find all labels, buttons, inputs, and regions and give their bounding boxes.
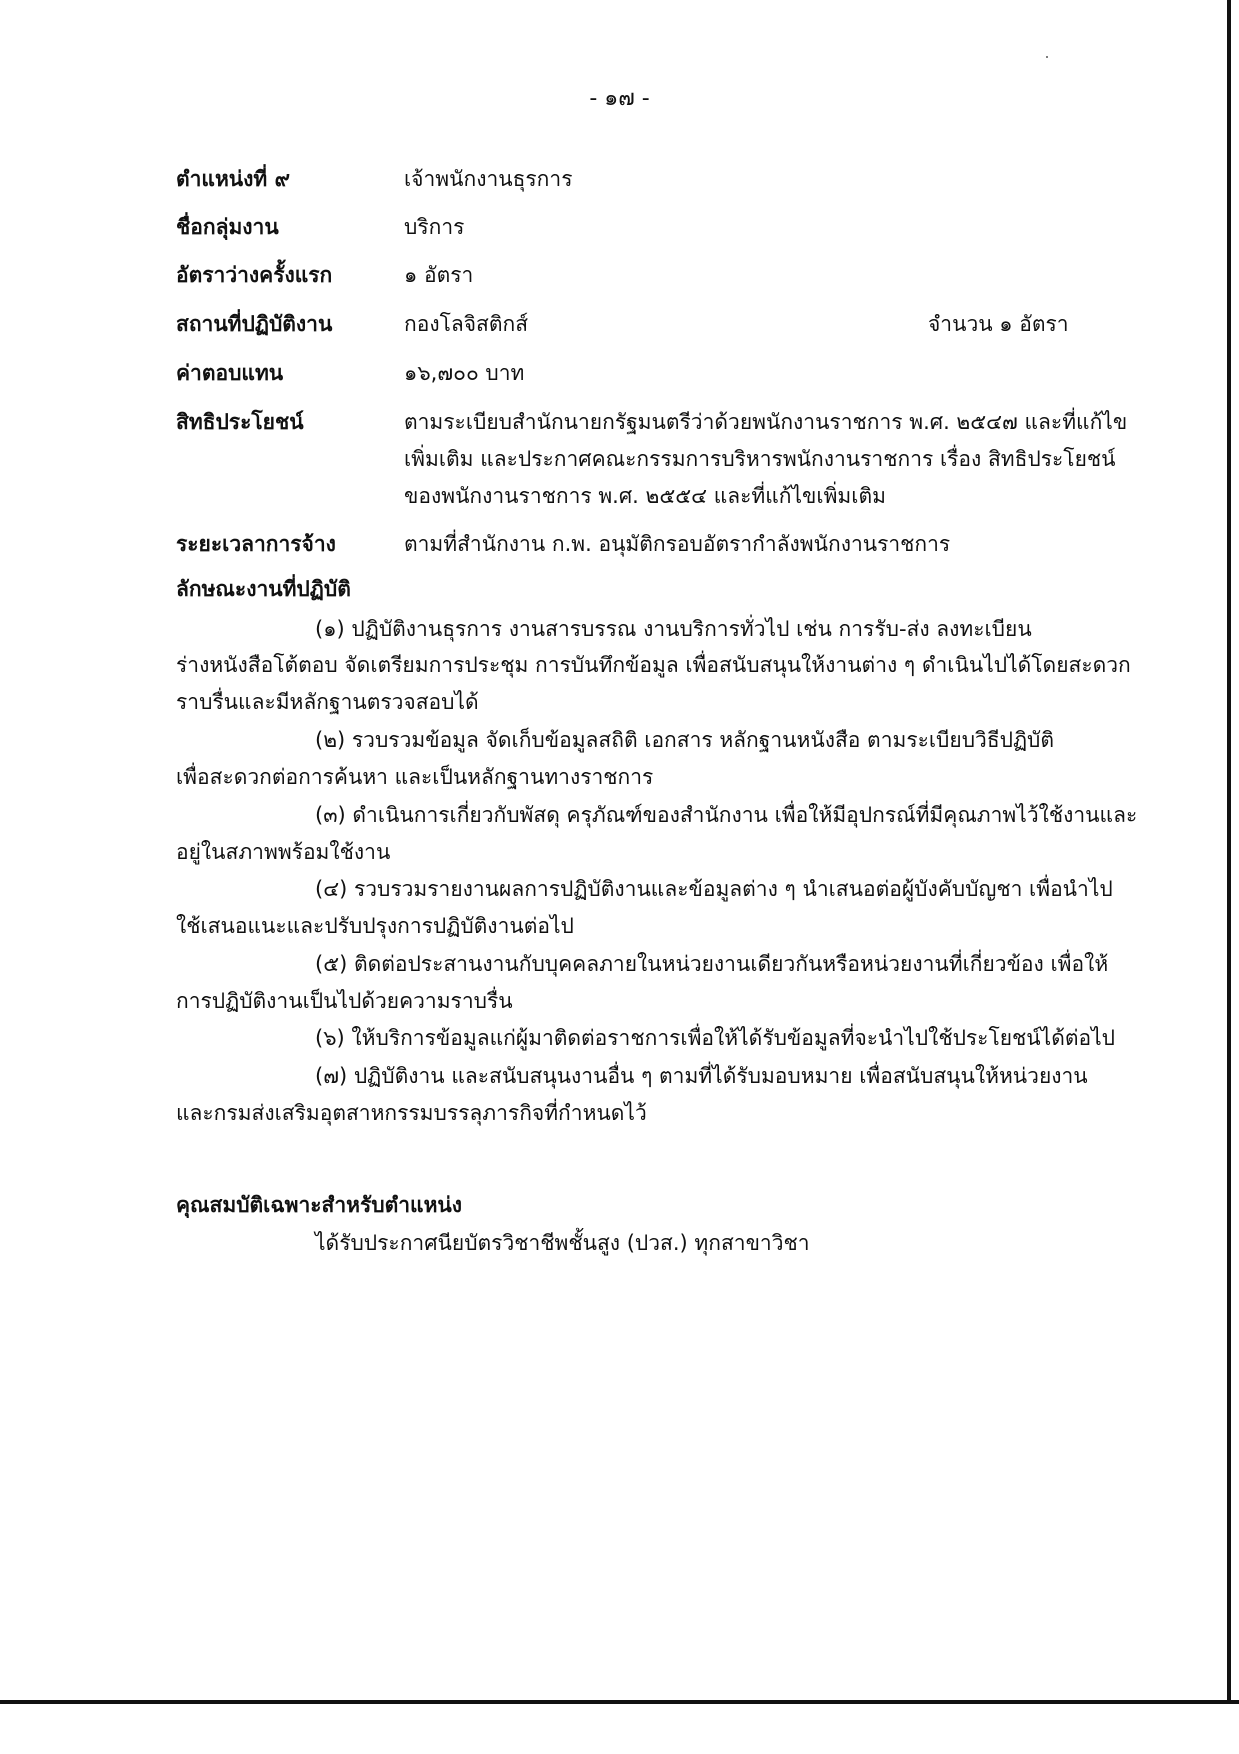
duty-line: (๕) ติดต่อประสานงานกับบุคคลภายในหน่วยงานเดียวกันหรือหน่วยงานที่เกี่ยวข้อง เพื่อให้ [315,952,1109,976]
scan-edge-bottom [0,1700,1239,1704]
qualifications-text: ได้รับประกาศนียบัตรวิชาชีพชั้นสูง (ปวส.) ทุกสาขาวิชา [315,1231,810,1255]
duty-line: (๔) รวบรวมรายงานผลการปฏิบัติงานและข้อมูลต่าง ๆ นำเสนอต่อผู้บังคับบัญชา เพื่อนำไป [315,877,1113,901]
duty-line: และกรมส่งเสริมอุตสาหกรรมบรรลุภารกิจที่กำหนดไว้ [176,1101,647,1125]
field-value: บริการ [404,215,465,239]
duty-line: (๒) รวบรวมข้อมูล จัดเก็บข้อมูลสถิติ เอกสาร หลักฐานหนังสือ ตามระเบียบวิธีปฏิบัติ [315,728,1055,752]
field-value: กองโลจิสติกส์ [404,312,529,336]
duty-line: ใช้เสนอแนะและปรับปรุงการปฏิบัติงานต่อไป [176,914,574,938]
field-value: ๑๖,๗๐๐ บาท [404,361,525,385]
duty-line: (๑) ปฏิบัติงานธุรการ งานสารบรรณ งานบริการทั่วไป เช่น การรับ-ส่ง ลงทะเบียน [315,617,1032,641]
duty-line: ร่างหนังสือโต้ตอบ จัดเตรียมการประชุม การบันทึกข้อมูล เพื่อสนับสนุนให้งานต่าง ๆ ดำเนินไปได้โดยสะดวก [176,653,1131,677]
field-label: ชื่อกลุ่มงาน [176,215,279,239]
duty-line: ราบรื่นและมีหลักฐานตรวจสอบได้ [176,690,479,714]
field-label: ตำแหน่งที่ ๙ [176,167,290,191]
duties-heading: ลักษณะงานที่ปฏิบัติ [176,577,351,601]
field-label: อัตราว่างครั้งแรก [176,263,333,287]
scan-speck [1046,56,1048,58]
duty-line: อยู่ในสภาพพร้อมใช้งาน [176,840,391,864]
field-label: ระยะเวลาการจ้าง [176,532,336,556]
page-number: - ๑๗ - [589,86,650,111]
duty-line: (๓) ดำเนินการเกี่ยวกับพัสดุ ครุภัณฑ์ของสำนักงาน เพื่อให้มีอุปกรณ์ที่มีคุณภาพไว้ใช้งานและ [315,803,1138,827]
duty-line: การปฏิบัติงานเป็นไปด้วยความราบรื่น [176,989,513,1013]
field-label: สถานที่ปฏิบัติงาน [176,312,333,336]
field-value: ๑ อัตรา [404,263,474,287]
benefits-line: ของพนักงานราชการ พ.ศ. ๒๕๕๔ และที่แก้ไขเพิ่มเติม [404,484,886,508]
field-label: สิทธิประโยชน์ [176,410,304,434]
field-value: ตามที่สำนักงาน ก.พ. อนุมัติกรอบอัตรากำลังพนักงานราชการ [404,532,951,556]
field-value: เจ้าพนักงานธุรการ [404,167,573,191]
field-count: จำนวน ๑ อัตรา [928,312,1069,336]
duty-line: เพื่อสะดวกต่อการค้นหา และเป็นหลักฐานทางราชการ [176,765,654,789]
benefits-line: เพิ่มเติม และประกาศคณะกรรมการบริหารพนักงานราชการ เรื่อง สิทธิประโยชน์ [404,447,1116,471]
qualifications-heading: คุณสมบัติเฉพาะสำหรับตำแหน่ง [176,1193,463,1217]
scan-edge-right [1227,0,1231,1704]
field-label: ค่าตอบแทน [176,361,284,385]
duty-line: (๗) ปฏิบัติงาน และสนับสนุนงานอื่น ๆ ตามที่ได้รับมอบหมาย เพื่อสนับสนุนให้หน่วยงาน [315,1064,1088,1088]
duty-line: (๖) ให้บริการข้อมูลแก่ผู้มาติดต่อราชการเพื่อให้ได้รับข้อมูลที่จะนำไปใช้ประโยชน์ได้ต่อไป [315,1026,1115,1050]
benefits-line: ตามระเบียบสำนักนายกรัฐมนตรีว่าด้วยพนักงานราชการ พ.ศ. ๒๕๔๗ และที่แก้ไข [404,410,1128,434]
